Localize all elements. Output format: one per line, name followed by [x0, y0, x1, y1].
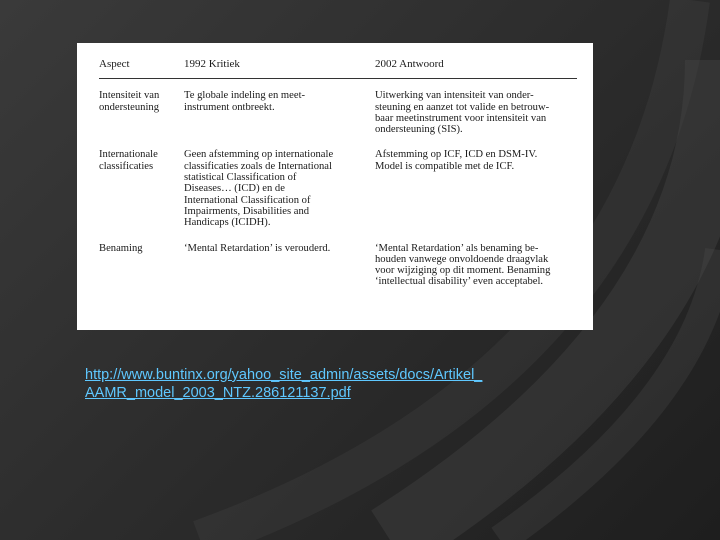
cell-line: ondersteuning [99, 101, 160, 113]
cell-antwoord [375, 79, 577, 136]
table-header-row [99, 57, 577, 79]
cell-line: Handicaps (ICIDH). [184, 217, 271, 229]
table-row [99, 229, 577, 288]
cell-line: Afstemming op ICF, ICD en DSM-IV. [375, 149, 538, 161]
cell-line: Uitwerking van intensiteit van onder- [375, 90, 534, 102]
cell-line: classificaties [99, 160, 154, 172]
source-link[interactable] [85, 366, 605, 402]
source-link-line: http://www.buntinx.org/yahoo_site_admin/assets/docs/Artikel_ [85, 367, 483, 383]
cell-kritiek [184, 229, 375, 288]
cell-kritiek [184, 135, 375, 228]
cell-line: voor wijziging op dit moment. Benaming [375, 265, 551, 277]
cell-aspect [99, 79, 184, 136]
header-1992-kritiek: 1992 Kritiek [184, 57, 375, 79]
cell-line: houden vanwege onvoldoende draagvlak [375, 253, 549, 265]
header-2002-antwoord: 2002 Antwoord [375, 57, 577, 79]
cell-line: Geen afstemming op internationale [184, 149, 334, 161]
header-aspect: Aspect [99, 57, 184, 79]
cell-line: ‘Mental Retardation’ is verouderd. [184, 242, 331, 254]
cell-line: ‘Mental Retardation’ als benaming be- [375, 242, 539, 254]
cell-line: steuning en aanzet tot valide en betrouw- [375, 101, 550, 113]
cell-line: Diseases… (ICD) en de [184, 183, 285, 195]
table-row [99, 79, 577, 136]
cell-line: ondersteuning (SIS). [375, 124, 463, 136]
cell-line: Impairments, Disabilities and [184, 205, 310, 217]
cell-line: ‘intellectual disability’ even acceptabel. [375, 276, 544, 288]
cell-aspect [99, 229, 184, 288]
comparison-table [99, 57, 577, 288]
table-image [77, 43, 593, 330]
cell-line: instrument ontbreekt. [184, 101, 275, 113]
cell-line: Intensiteit van [99, 90, 160, 102]
cell-line: Benaming [99, 242, 143, 254]
cell-antwoord [375, 135, 577, 228]
cell-line: classificaties zoals de International [184, 160, 332, 172]
cell-line: International Classification of [184, 194, 311, 206]
table-row [99, 135, 577, 228]
source-link-line: AAMR_model_2003_NTZ.286121137.pdf [85, 385, 351, 401]
cell-line: Internationale [99, 149, 158, 161]
cell-line: Te globale indeling en meet- [184, 90, 306, 102]
cell-line: Model is compatible met de ICF. [375, 160, 515, 172]
cell-kritiek [184, 79, 375, 136]
cell-line: baar meetinstrument voor intensiteit van [375, 112, 547, 124]
cell-line: statistical Classification of [184, 172, 297, 184]
cell-aspect [99, 135, 184, 228]
cell-antwoord [375, 229, 577, 288]
